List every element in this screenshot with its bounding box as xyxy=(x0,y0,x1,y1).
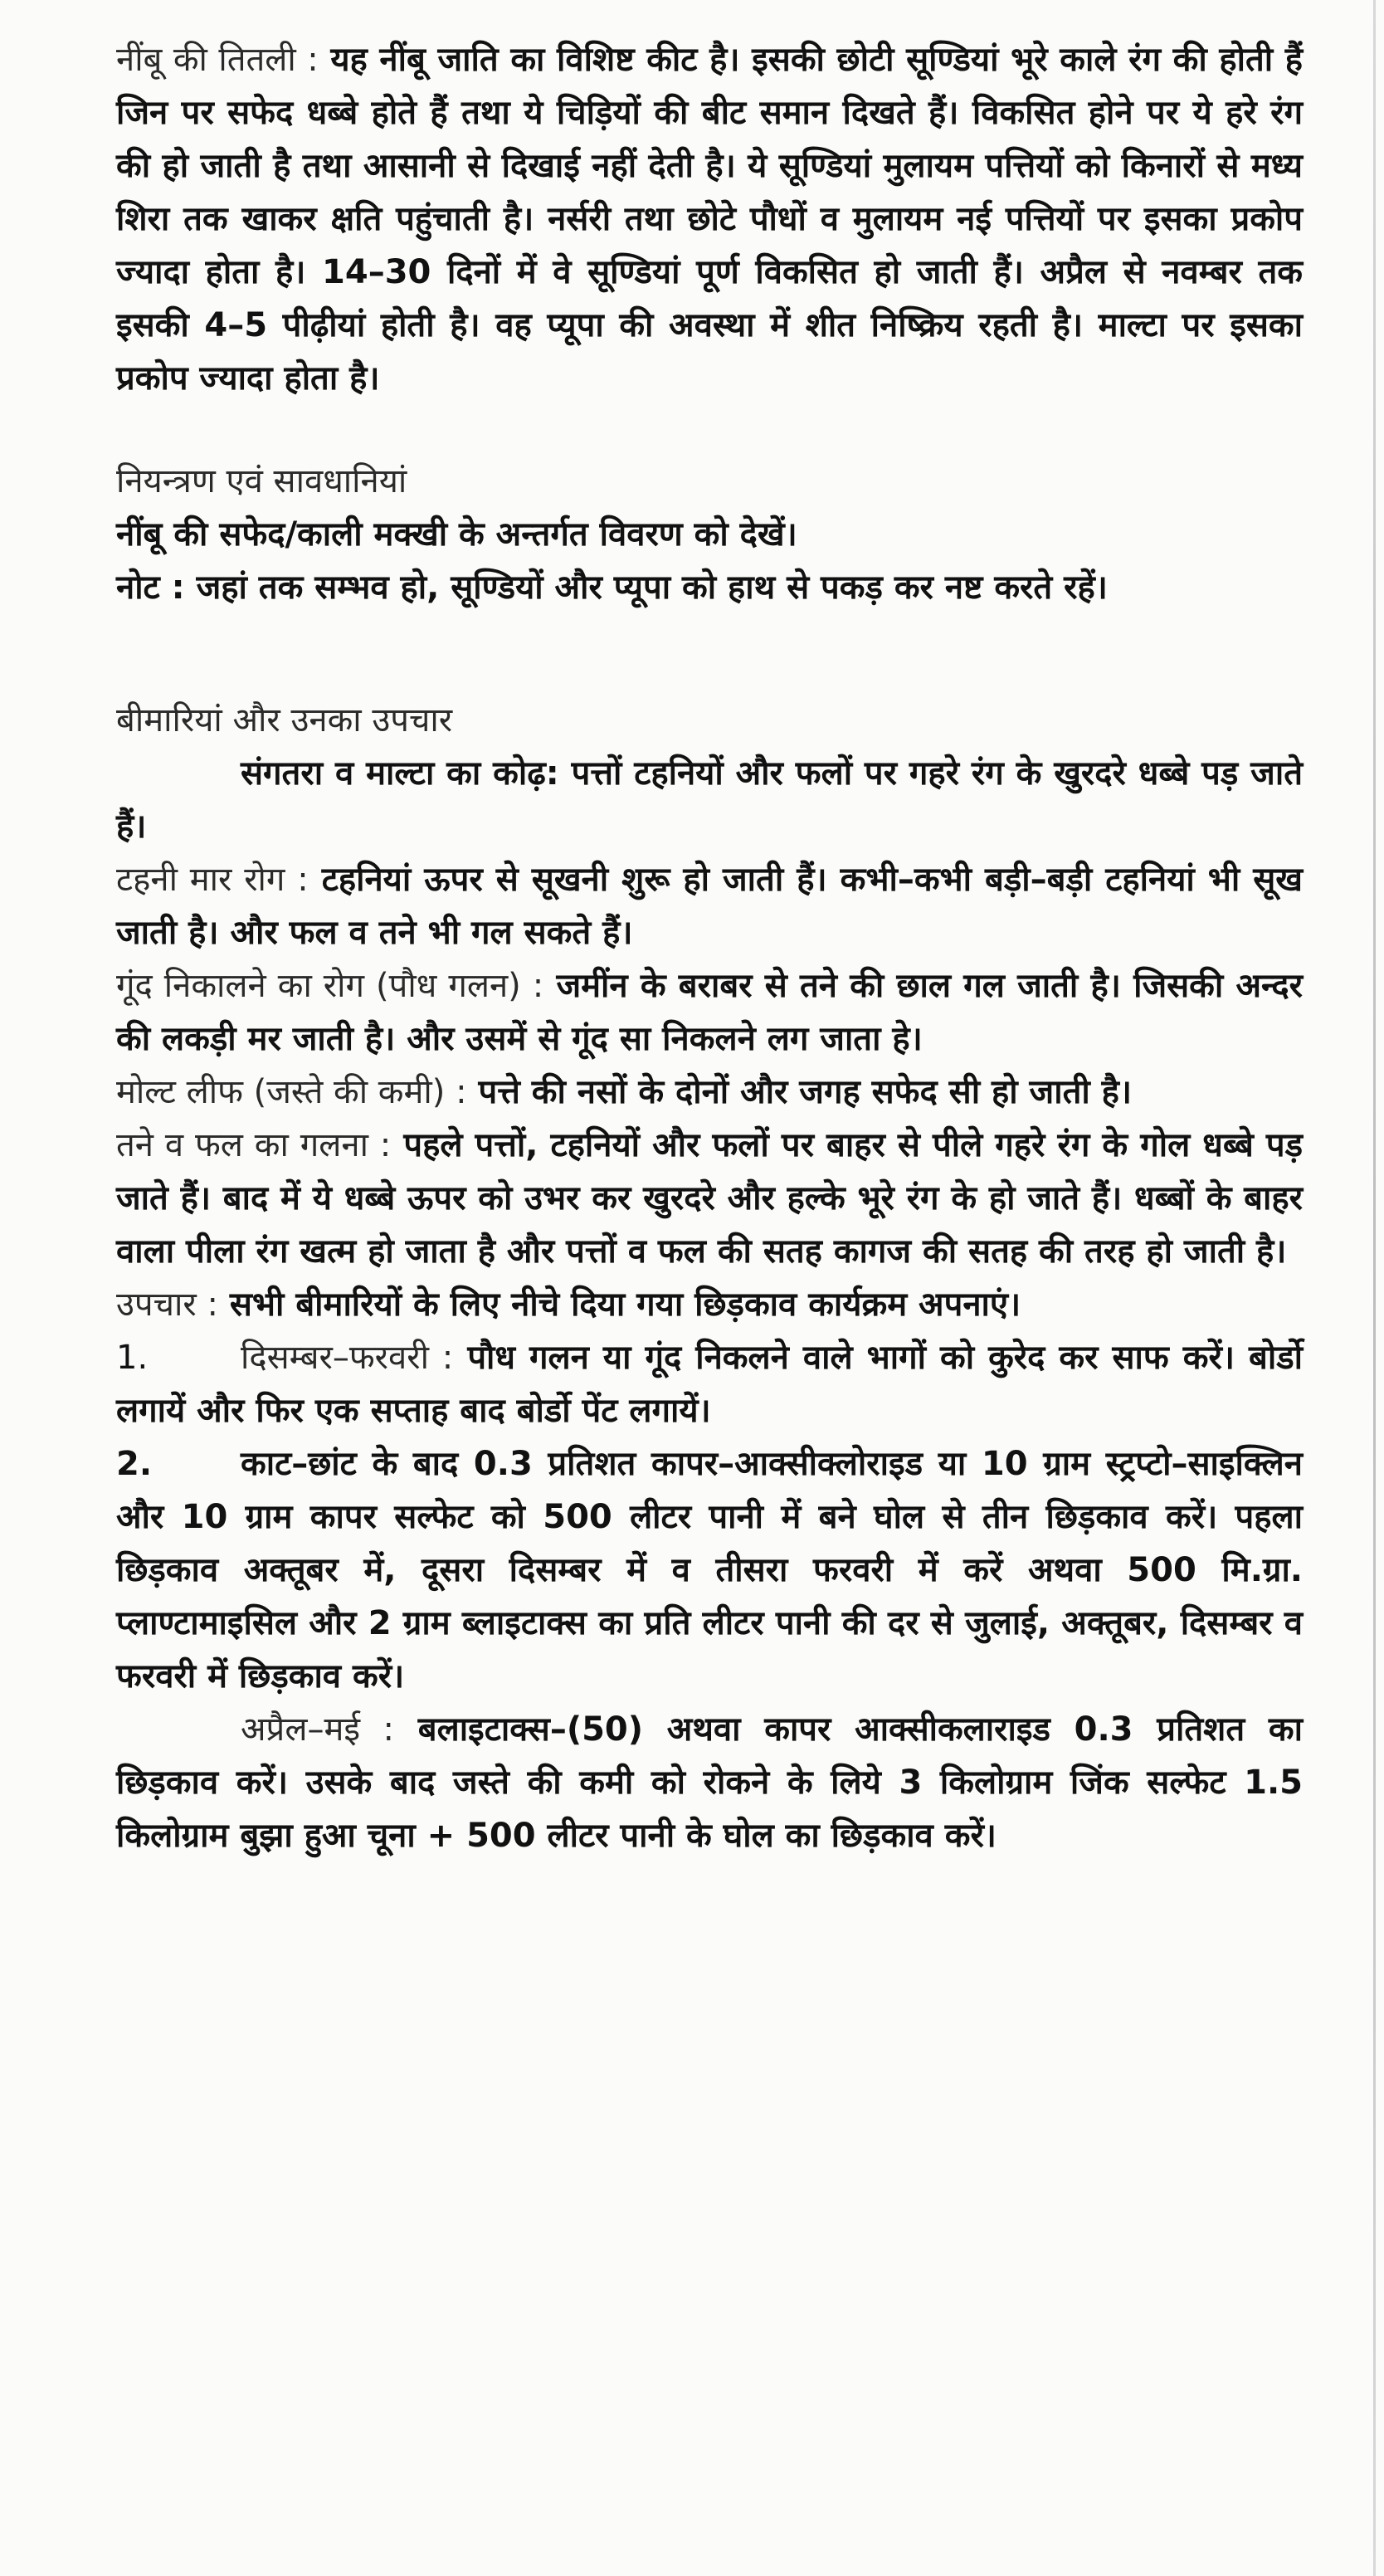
april-may-body: बलाइटाक्स–(50) अथवा कापर आक्सीकलाराइड 0.3 प्रतिशत का छिड़काव करें। उसके बाद जस्ते की कमी को रोकने के लिये 3 किलोग्राम जिंक सल्फेट 1.5 किलोग्राम बुझा हुआ चूना + 500 लीटर पानी के घोल का छिड़काव करें। xyxy=(116,1710,1303,1855)
document-body xyxy=(116,33,1303,1862)
disease-item-4 xyxy=(116,1066,1303,1119)
treatment-april-may xyxy=(116,1703,1303,1862)
step-1-body: पौध गलन या गूंद निकलने वाले भागों को कुरेद कर साफ करें। बोर्डो लगायें और फिर एक सप्ताह बाद बोर्डो पेंट लगायें। xyxy=(116,1339,1303,1430)
disease-item-1 xyxy=(116,747,1303,853)
control-note: नोट : जहां तक सम्भव हो, सूण्डियों और प्यूपा को हाथ से पकड़ कर नष्ट करते रहें। xyxy=(116,568,1108,607)
disease-item-5 xyxy=(116,1119,1303,1278)
disease-item-3-body: जमींन के बराबर से तने की छाल गल जाती है। जिसकी अन्दर की लकड़ी मर जाती है। और उसमें से गूंद सा निकलने लग जाता हे। xyxy=(116,967,1303,1058)
disease-item-5-body: पहले पत्तों, टहनियों और फलों पर बाहर से पीले गहरे रंग के गोल धब्बे पड़ जाते हैं। बाद में ये धब्बे ऊपर को उभर कर खुरदरे और हल्के भूरे रंग के हो जाते हैं। धब्बों के बाहर वाला पीला रंग खत्म हो जाता है और पत्तों व फल की सतह कागज की सतह की तरह हो जाती है। xyxy=(116,1126,1304,1271)
disease-item-5-lead: तने व फल का गलना : xyxy=(116,1126,392,1164)
step-2-body: काट–छांट के बाद 0.3 प्रतिशत कापर–आक्सीक्लोराइड या 10 ग्राम स्ट्रप्टो–साइक्लिन और 10 ग्राम कापर सल्फेट को 500 लीटर पानी में बने घोल से तीन छिड़काव करें। पहला छिड़काव अक्तूबर में, दूसरा दिसम्बर में व तीसरा फरवरी में करें अथवा 500 मि.ग्रा. प्लाण्टामाइसिल और 2 ग्राम ब्लाइटाक्स का प्रति लीटर पानी की दर से जुलाई, अक्तूबर, दिसम्बर व फरवरी में छिड़काव करें। xyxy=(116,1445,1304,1695)
disease-item-4-lead: मोल्ट लीफ (जस्ते की कमी) : xyxy=(116,1073,467,1111)
treatment-intro xyxy=(116,1278,1303,1331)
spacer xyxy=(116,614,1303,694)
disease-item-2-lead: टहनी मार रोग : xyxy=(116,861,309,899)
step-1-lead: दिसम्बर–फरवरी : xyxy=(241,1339,454,1377)
step-1-number: 1. xyxy=(116,1339,149,1377)
disease-item-2-body: टहनियां ऊपर से सूखनी शुरू हो जाती हैं। कभी–कभी बड़ी–बड़ी टहनियां भी सूख जाती है। और फल व तने भी गल सकते हैं। xyxy=(116,861,1304,952)
step-2-number: 2. xyxy=(116,1445,153,1483)
butterfly-body: यह नींबू जाति का विशिष्ट कीट है। इसकी छोटी सूण्डियां भूरे काले रंग की होती हैं जिन पर सफेद धब्बे होते हैं तथा ये चिड़ियों की बीट समान दिखते हैं। विकसित होने पर ये हरे रंग की हो जाती है तथा आसानी से दिखाई नहीं देती है। ये सूण्डियां मुलायम पत्तियों को किनारों से मध्य शिरा तक खाकर क्षति पहुंचाती है। नर्सरी तथा छोटे पौधों व मुलायम नई पत्तियों पर इसका प्रकोप ज्यादा होता है। 14–30 दिनों में वे सूण्डियां पूर्ण विकसित हो जाती हैं। अप्रैल से नवम्बर तक इसकी 4–5 पीढ़ीयां होती है। वह प्यूपा की अवस्था में शीत निष्क्रिय रहती है। माल्टा पर इसका प्रकोप ज्यादा होता है। xyxy=(116,41,1303,398)
diseases-heading: बीमारियां और उनका उपचार xyxy=(116,701,453,739)
treatment-lead: उपचार : xyxy=(116,1286,218,1324)
treatment-step-2 xyxy=(116,1437,1303,1703)
butterfly-paragraph xyxy=(116,33,1303,405)
disease-item-3-lead: गूंद निकालने का रोग (पौध गलन) : xyxy=(116,967,544,1005)
april-may-lead: अप्रैल–मई : xyxy=(241,1710,394,1749)
control-heading: नियन्त्रण एवं सावधानियां xyxy=(116,462,407,500)
disease-item-2 xyxy=(116,853,1303,959)
treatment-step-1 xyxy=(116,1331,1303,1437)
control-line-1: नींबू की सफेद/काली मक्खी के अन्तर्गत विवरण को देखें। xyxy=(116,515,797,554)
treatment-body: सभी बीमारियों के लिए नीचे दिया गया छिड़काव कार्यक्रम अपनाएं। xyxy=(217,1286,1021,1324)
disease-item-1-body: संगतरा व माल्टा का कोढ़: पत्तों टहनियों और फलों पर गहरे रंग के खुरदरे धब्बे पड़ जाते हैं। xyxy=(116,754,1303,846)
page-edge-shadow xyxy=(1373,0,1376,2576)
disease-item-4-body: पत्ते की नसों के दोनों और जगह सफेद सी हो जाती है। xyxy=(466,1073,1133,1111)
spacer xyxy=(116,405,1303,455)
disease-item-3 xyxy=(116,959,1303,1066)
butterfly-lead: नींबू की तितली : xyxy=(116,41,319,79)
